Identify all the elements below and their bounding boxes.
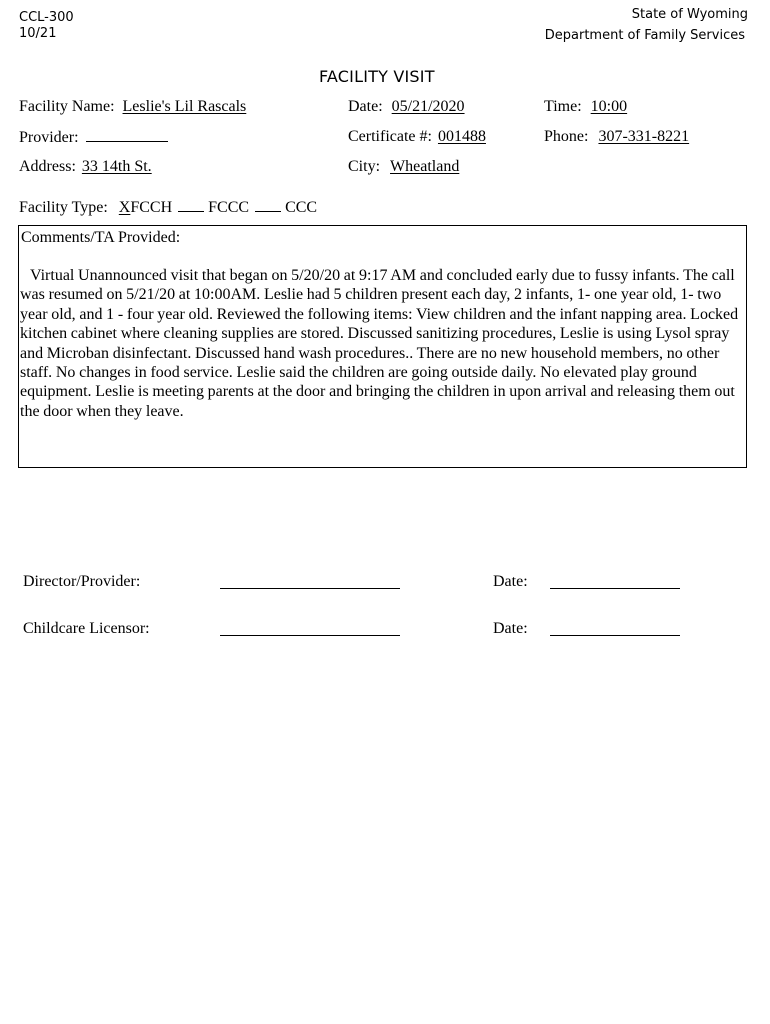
time-row (544, 97, 627, 117)
comments-label: Comments/TA Provided: (21, 229, 181, 246)
certificate-label: Certificate #: (348, 128, 432, 145)
address-row (19, 157, 152, 177)
facility-type-label: Facility Type: (19, 199, 108, 216)
city-value: Wheatland (390, 158, 460, 175)
director-signature-line (220, 588, 400, 589)
provider-blank-line (86, 127, 168, 142)
certificate-row (348, 127, 486, 147)
date-row (348, 97, 465, 117)
comments-text: Virtual Unannounced visit that began on 5/20/20 at 9:17 AM and concluded early due to fussy infants. The call was resumed on 5/21/20 at 10:00AM. Leslie had 5 children present each day, 2 infants, 1- one year old, 1- two year old, and 1 - four year old. Reviewed the following items: View children and the infant napping area. Locked kitchen cabinet where cleaning supplies are stored. Discussed sanitizing procedures, Leslie is using Lysol spray and Microban disinfectant. Discussed hand wash procedures.. There are no new household members, no other staff. No changes in food service. Leslie said the children are going outside daily. No elevated play ground equipment. Leslie is meeting parents at the door and bringing the children in upon arrival and releasing them out the door when they leave. (20, 267, 739, 420)
facility-type-option-fcch: FCCH (130, 199, 173, 216)
facility-type-option-fccc: FCCC (208, 199, 250, 216)
director-provider-label: Director/Provider: (23, 573, 141, 590)
page-title: FACILITY VISIT (319, 67, 435, 86)
fccc-blank-line (178, 197, 204, 212)
facility-name-label: Facility Name: (19, 98, 115, 115)
phone-row (544, 127, 689, 147)
state-name: State of Wyoming (631, 7, 748, 22)
city-row (348, 157, 459, 177)
phone-label: Phone: (544, 128, 589, 145)
time-value: 10:00 (590, 98, 628, 115)
facility-type-row (19, 197, 317, 218)
form-code: CCL-300 (19, 10, 74, 25)
address-label: Address: (19, 158, 76, 175)
comments-box (18, 225, 747, 468)
facility-type-option-ccc: CCC (285, 199, 318, 216)
department-name: Department of Family Services (544, 28, 745, 43)
provider-label: Provider: (19, 129, 79, 146)
ccc-blank-line (255, 197, 281, 212)
licensor-signature-line (220, 635, 400, 636)
date-label: Date: (348, 98, 383, 115)
address-value: 33 14th St. (81, 158, 152, 175)
city-label: City: (348, 158, 381, 175)
licensor-date-label: Date: (493, 620, 528, 637)
licensor-date-line (550, 635, 680, 636)
certificate-value: 001488 (437, 128, 486, 145)
director-date-label: Date: (493, 573, 528, 590)
director-date-line (550, 588, 680, 589)
phone-value: 307-331-8221 (598, 128, 690, 145)
date-value: 05/21/2020 (391, 98, 465, 115)
facility-name-row (19, 97, 246, 117)
provider-row (19, 127, 168, 148)
childcare-licensor-label: Childcare Licensor: (23, 620, 150, 637)
form-revision-date: 10/21 (19, 26, 57, 41)
time-label: Time: (544, 98, 582, 115)
facility-name-value: Leslie's Lil Rascals (122, 98, 247, 115)
facility-type-checked-mark: X (118, 199, 131, 216)
